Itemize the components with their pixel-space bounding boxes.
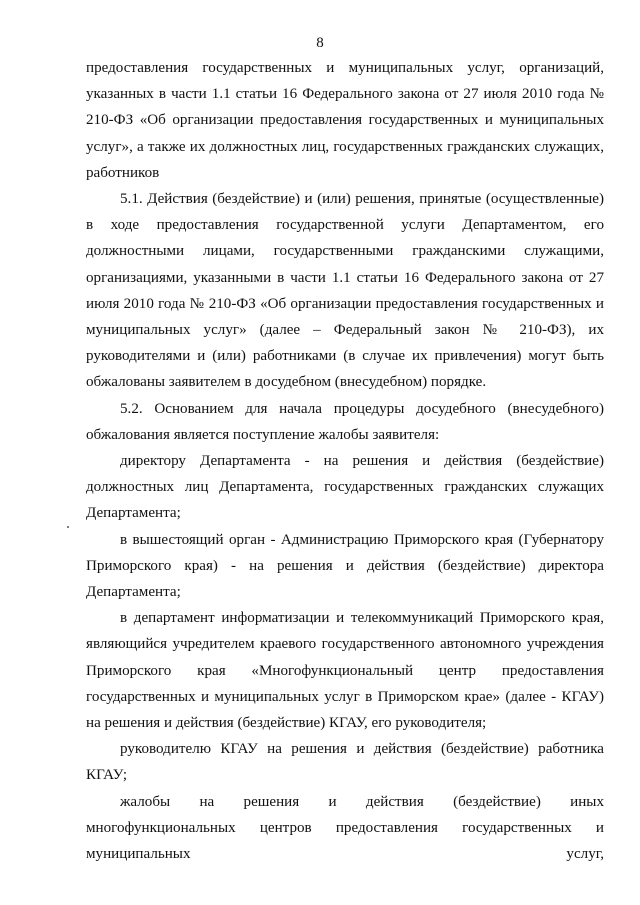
paragraph-continuation: предоставления государственных и муниципальных услуг, организаций, указанных в части 1.1 статьи 16 Федерального закона от 27 июля 2010 года № 210-ФЗ «Об организации предоставления государственных и муниципальных услуг», а также их должностных лиц, государственных гражданских служащих, работников xyxy=(86,60,604,181)
paragraph-5-1: 5.1. Действия (бездействие) и (или) решения, принятые (осуществленные) в ходе предоставления государственной услуги Департаментом, его должностными лицами, государственными гражданскими служащими, организациями, указанными в части 1.1 статьи 16 Федерального закона от 27 июля 2010 года № 210-ФЗ «Об организации предоставления государственных и муниципальных услуг» (далее – Федеральный закон № 210-ФЗ), их руководителями и (или) работниками (в случае их привлечения) могут быть обжалованы заявителем в досудебном (внесудебном) порядке. xyxy=(86,191,604,391)
paragraph-higher-authority: в вышестоящий орган - Администрацию Приморского края (Губернатору Приморского края) - на решения и действия (бездействие) директора Департамента; xyxy=(86,531,604,601)
paragraph-kgau-head: руководителю КГАУ на решения и действия (бездействие) работника КГАУ; xyxy=(86,741,604,784)
paragraph-informatization-department: в департамент информатизации и телекоммуникаций Приморского края, являющийся учредителем краевого государственного автономного учреждения Приморского края «Многофункциональный центр предоставления государственных и муниципальных услуг в Приморском крае» (далее - КГАУ) на решения и действия (бездействие) КГАУ, его руководителя; xyxy=(86,610,604,732)
document-body xyxy=(86,55,604,867)
paragraph-other-centers: жалобы на решения и действия (бездействие) иных многофункциональных центров предоставления государственных и муниципальных услуг, xyxy=(86,793,604,863)
paragraph-director: директору Департамента - на решения и действия (бездействие) должностных лиц Департамента, государственных гражданских служащих Департамента; xyxy=(86,453,604,522)
paragraph-5-2: 5.2. Основанием для начала процедуры досудебного (внесудебного) обжалования является поступление жалобы заявителя: xyxy=(86,400,604,443)
page-number: 8 xyxy=(316,35,324,51)
scan-artifact xyxy=(67,526,69,528)
